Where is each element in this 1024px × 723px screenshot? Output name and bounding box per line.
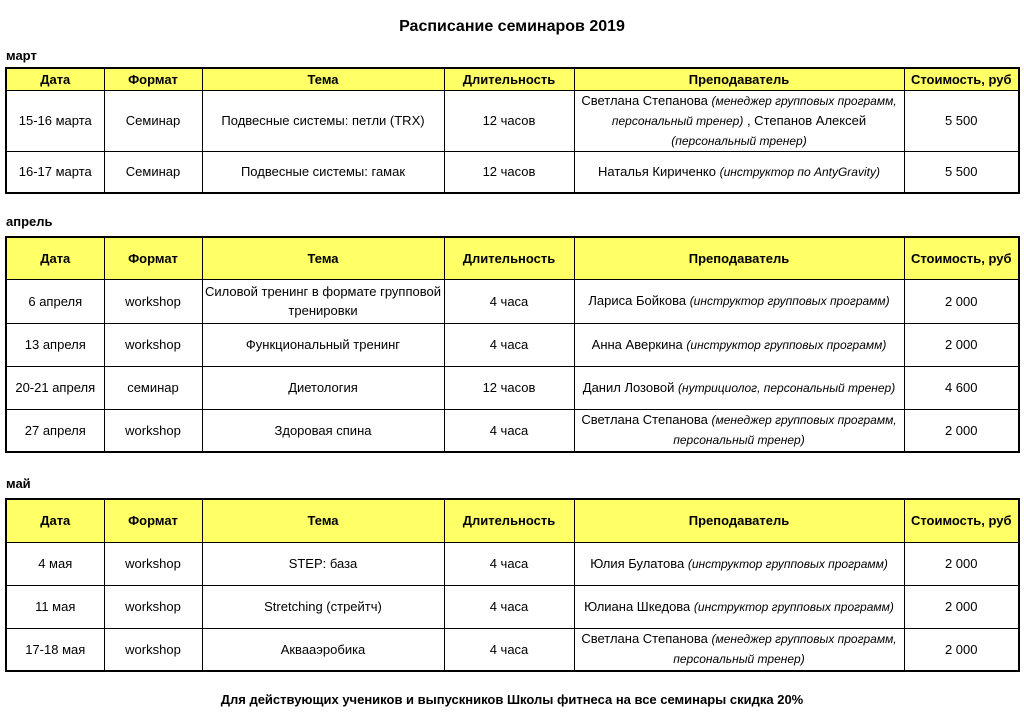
header-price: Стоимость, руб [904,499,1019,542]
cell-duration: 4 часа [444,628,574,671]
header-teacher: Преподаватель [574,237,904,279]
header-topic: Тема [202,499,444,542]
cell-format: workshop [104,279,202,323]
header-date: Дата [6,237,104,279]
cell-format: Семинар [104,151,202,193]
cell-teacher [574,151,904,193]
header-teacher: Преподаватель [574,68,904,90]
teacher-name: Данил Лозовой [582,379,675,395]
cell-price: 5 500 [904,151,1019,193]
table-row [6,585,1019,628]
cell-topic: Аквааэробика [202,628,444,671]
table-row [6,151,1019,193]
cell-price: 2 000 [904,323,1019,366]
cell-date: 16-17 марта [6,151,104,193]
discount-note: Для действующих учеников и выпускников Школы фитнеса на все семинары скидка 20% [220,692,804,707]
teacher-role: (инструктор групповых программ) [693,599,894,614]
teacher-role: (нутрициолог, персональный тренер) [677,380,896,395]
header-duration: Длительность [444,499,574,542]
cell-price: 2 000 [904,279,1019,323]
header-date: Дата [6,68,104,90]
cell-format: workshop [104,323,202,366]
teacher-role: (персональный тренер) [671,133,807,148]
cell-duration: 4 часа [444,542,574,585]
cell-teacher [574,90,904,151]
header-teacher: Преподаватель [574,499,904,542]
cell-topic: Подвесные системы: петли (TRX) [202,90,444,151]
cell-duration: 4 часа [444,585,574,628]
cell-date: 6 апреля [6,279,104,323]
cell-date: 15-16 марта [6,90,104,151]
cell-teacher [574,279,904,323]
cell-topic: STEP: база [202,542,444,585]
schedule-table-march [5,67,1020,194]
cell-price: 5 500 [904,90,1019,151]
cell-topic: Функциональный тренинг [202,323,444,366]
header-duration: Длительность [444,237,574,279]
table-header-row [6,499,1019,542]
cell-date: 27 апреля [6,409,104,452]
cell-format: workshop [104,628,202,671]
schedule-table-may [5,498,1020,672]
header-date: Дата [6,499,104,542]
table-row [6,628,1019,671]
month-label: апрель [6,214,53,229]
header-format: Формат [104,499,202,542]
table-row [6,542,1019,585]
cell-date: 4 мая [6,542,104,585]
table-row [6,409,1019,452]
cell-topic: Силовой тренинг в формате групповой тренировки [202,279,444,323]
teacher-name: Наталья Кириченко [598,163,716,179]
cell-topic: Подвесные системы: гамак [202,151,444,193]
teacher-role: (инструктор групповых программ) [689,294,890,308]
cell-duration: 12 часов [444,90,574,151]
cell-topic: Stretching (стрейтч) [202,585,444,628]
cell-price: 2 000 [904,409,1019,452]
table-row [6,323,1019,366]
cell-duration: 4 часа [444,409,574,452]
month-label: май [6,476,31,491]
teacher-name: Юлия Булатова [590,555,685,571]
month-label: март [6,48,37,63]
teacher-name: Светлана Степанова [581,412,708,428]
cell-date: 17-18 мая [6,628,104,671]
teacher-name: Лариса Бойкова [588,293,687,308]
cell-price: 4 600 [904,366,1019,409]
cell-teacher [574,585,904,628]
cell-price: 2 000 [904,628,1019,671]
teacher-role: (инструктор групповых программ) [686,337,887,352]
header-format: Формат [104,68,202,90]
cell-duration: 4 часа [444,323,574,366]
teacher-role: (менеджер групповых программ, персональный тренер) [673,413,897,448]
teacher-role: (инструктор групповых программ) [687,556,888,571]
header-duration: Длительность [444,68,574,90]
header-price: Стоимость, руб [904,237,1019,279]
table-row [6,90,1019,151]
cell-duration: 4 часа [444,279,574,323]
teacher-name: Анна Аверкина [591,336,683,352]
header-topic: Тема [202,237,444,279]
cell-format: семинар [104,366,202,409]
teacher-role: (менеджер групповых программ, персональный тренер) [611,93,897,128]
cell-format: workshop [104,585,202,628]
cell-teacher [574,542,904,585]
cell-topic: Здоровая спина [202,409,444,452]
table-row [6,279,1019,323]
header-topic: Тема [202,68,444,90]
cell-duration: 12 часов [444,151,574,193]
cell-date: 20-21 апреля [6,366,104,409]
teacher-role: (инструктор по AntyGravity) [719,164,880,179]
cell-date: 13 апреля [6,323,104,366]
cell-teacher [574,628,904,671]
cell-price: 2 000 [904,542,1019,585]
cell-teacher [574,366,904,409]
header-format: Формат [104,237,202,279]
teacher-name: , Степанов Алексей [746,112,867,128]
teacher-role: (менеджер групповых программ, персональный тренер) [673,632,897,667]
teacher-name: Светлана Степанова [581,631,708,647]
cell-format: workshop [104,542,202,585]
cell-duration: 12 часов [444,366,574,409]
schedule-table-april [5,236,1020,453]
teacher-name: Юлиана Шкедова [584,598,691,614]
cell-teacher [574,323,904,366]
table-header-row [6,68,1019,90]
cell-format: Семинар [104,90,202,151]
cell-teacher [574,409,904,452]
cell-price: 2 000 [904,585,1019,628]
teacher-name: Светлана Степанова [581,92,708,108]
cell-format: workshop [104,409,202,452]
page-title: Расписание семинаров 2019 [399,18,625,35]
table-header-row [6,237,1019,279]
cell-date: 11 мая [6,585,104,628]
cell-topic: Диетология [202,366,444,409]
table-row [6,366,1019,409]
header-price: Стоимость, руб [904,68,1019,90]
